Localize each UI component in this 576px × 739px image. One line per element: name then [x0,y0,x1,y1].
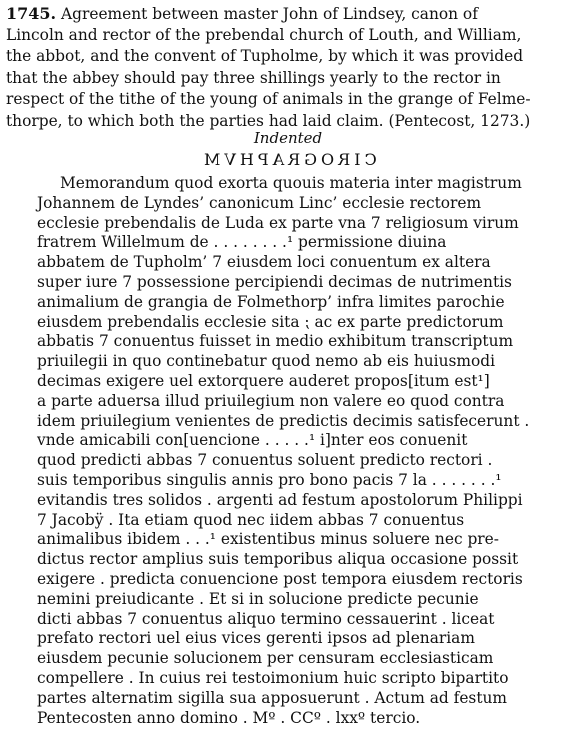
text-line: 7 Jacobÿ . Ita etiam quod nec iidem abbas 7 conuentus [37,510,465,529]
text-line: fratrem Willelmum de . . . . . . . .¹ permissione diuina [37,233,447,252]
text-line: compellere . In cuius rei testoimonium huic scripto bipartito [37,669,509,687]
text-line: priuilegii in quo continebatur quod nemo ab eis huiusmodi [37,352,496,371]
text-line: abbatis 7 conuentus fuisset in medio exhibitum transcriptum [37,332,514,351]
text-line: abbatem de Tupholm’ 7 eiusdem loci conuentum ex altera [37,253,491,272]
chirograph-heading [0,149,576,171]
text-line: a parte aduersa illud priuilegium non valere eo quod contra [37,391,505,410]
text-line: Pentecosten anno domino . Mº . CCº . lxxº tercio. [37,708,421,727]
text-line: idem priuilegium venientes de predictis decimis satisfecerunt . [37,411,530,430]
text-line: exigere . predicta conuencione post tempora eiusdem rectoris [37,570,523,588]
entry-summary-line: respect of the tithe of the young of animals in the grange of Felme- [6,90,531,108]
text-line: nemini preiudicante . Et si in solucione predicte pecunie [37,589,479,608]
text-line: ecclesie prebendalis de Luda ex parte vna 7 religiosum virum [37,213,519,232]
chirograph-text: CIROGRAPHVM [199,150,377,169]
text-line: evitandis tres solidos . argenti ad festum apostolorum Philippi [37,490,523,509]
text-line: prefato rectori uel eius vices gerenti ipsos ad plenariam [37,629,475,648]
entry-summary-line: Lincoln and rector of the prebendal church of Louth, and William, [6,25,522,44]
text-line: eiusdem prebendalis ecclesie sita ⁏ ac ex parte predictorum [37,312,504,331]
text-line: animalium de grangia de Folmethorp’ infra limites parochie [37,292,505,311]
entry-number: 1745. [6,4,57,23]
text-line: dicti abbas 7 conuentus aliquo termino cessauerint . liceat [37,609,495,628]
text-line: quod predicti abbas 7 conuentus soluent predicto rectori . [37,451,493,470]
entry-summary-line: that the abbey should pay three shillings yearly to the rector in [6,68,501,87]
text-line: eiusdem pecunie solucionem per censuram ecclesiasticam [37,649,494,668]
text-line: dictus rector amplius suis temporibus aliqua occasione possit [37,550,519,569]
entry-summary-line: thorpe, to which both the parties had laid claim. (Pentecost, 1273.) [6,111,531,130]
text-line: suis temporibus singulis annis pro bono pacis 7 la . . . . . . .¹ [37,471,502,489]
text-line: super iure 7 possessione percipiendi decimas de nutrimentis [37,273,512,291]
entry-summary-line: Agreement between master John of Lindsey, canon of [61,5,478,23]
text-line: Memorandum quod exorta quouis materia inter magistrum [60,174,522,192]
text-line: Johannem de Lyndes’ canonicum Linc’ ecclesie rectorem [37,193,482,212]
entry-summary-line: the abbot, and the convent of Tupholme, by which it was provided [6,47,524,65]
entry-heading-line-1 [6,3,572,26]
text-line: vnde amicabili con[uencione . . . . .¹ i]nter eos conuenit [37,431,468,450]
text-line: animalibus ibidem . . .¹ existentibus minus soluere nec pre- [37,530,499,549]
indented-label: Indented [253,129,323,147]
text-line: decimas exigere uel extorquere auderet propos[itum est¹] [37,372,490,390]
text-line: partes alternatim sigilla sua apposuerunt . Actum ad festum [37,688,508,707]
